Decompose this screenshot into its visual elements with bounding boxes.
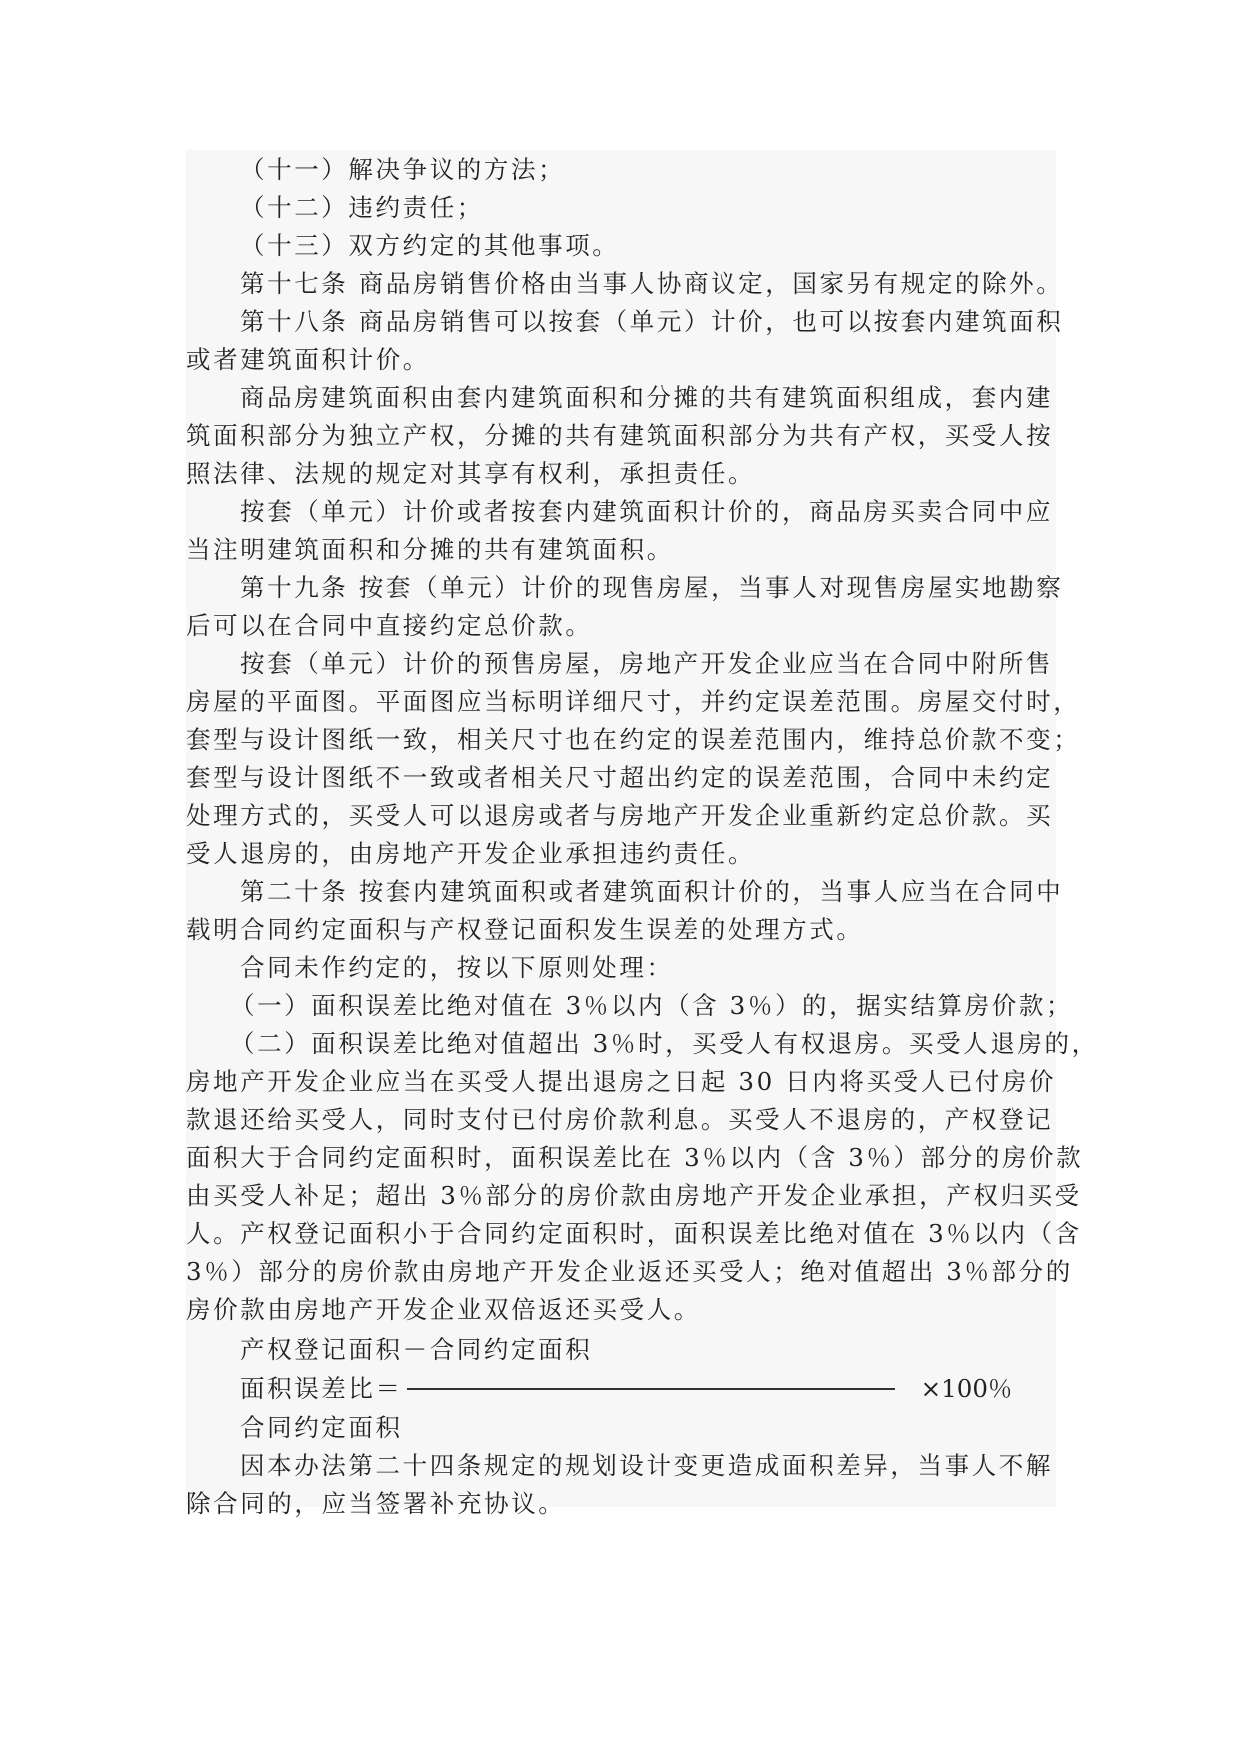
article-17: 第十七条 商品房销售价格由当事人协商议定，国家另有规定的除外。 (240, 269, 1064, 298)
paragraph-line: 人。产权登记面积小于合同约定面积时，面积误差比绝对值在 3％以内（含 (186, 1219, 1082, 1248)
rule-item-2: （二）面积误差比绝对值超出 3％时，买受人有权退房。买受人退房的， (230, 1029, 1099, 1058)
article-18-line-2: 或者建筑面积计价。 (186, 345, 430, 374)
clause-item-12: （十二）违约责任； (240, 193, 484, 222)
paragraph-line: 受人退房的，由房地产开发企业承担违约责任。 (186, 839, 756, 868)
paragraph-line: 当注明建筑面积和分摊的共有建筑面积。 (186, 535, 674, 564)
closing-line-2: 除合同的，应当签署补充协议。 (186, 1489, 566, 1518)
formula-numerator: 产权登记面积－合同约定面积 (240, 1335, 593, 1364)
document-body (186, 150, 1099, 1518)
article-19-line-1: 第十九条 按套（单元）计价的现售房屋，当事人对现售房屋实地勘察 (240, 573, 1064, 602)
rule-item-1: （一）面积误差比绝对值在 3％以内（含 3％）的，据实结算房价款； (230, 991, 1074, 1020)
paragraph-line: 套型与设计图纸一致，相关尺寸也在约定的误差范围内，维持总价款不变； (186, 725, 1081, 754)
paragraph-line: 面积大于合同约定面积时，面积误差比在 3％以内（含 3％）部分的房价款 (186, 1143, 1084, 1172)
article-20-line-1: 第二十条 按套内建筑面积或者建筑面积计价的，当事人应当在合同中 (240, 877, 1064, 906)
fraction-bar (407, 1388, 895, 1390)
article-20-line-2: 载明合同约定面积与产权登记面积发生误差的处理方式。 (186, 915, 864, 944)
paragraph-line: 处理方式的，买受人可以退房或者与房地产开发企业重新约定总价款。买 (186, 801, 1054, 830)
clause-item-13: （十三）双方约定的其他事项。 (240, 231, 620, 260)
paragraph-line: 房屋的平面图。平面图应当标明详细尺寸，并约定误差范围。房屋交付时， (186, 687, 1081, 716)
paragraph-line: 房地产开发企业应当在买受人提出退房之日起 30 日内将买受人已付房价 (186, 1067, 1057, 1096)
paragraph-line: 房价款由房地产开发企业双倍返还买受人。 (186, 1295, 701, 1324)
formula-line (240, 1369, 1012, 1409)
paragraph-line: 款退还给买受人，同时支付已付房价款利息。买受人不退房的，产权登记 (186, 1105, 1054, 1134)
paragraph-line: 按套（单元）计价或者按套内建筑面积计价的，商品房买卖合同中应 (240, 497, 1053, 526)
paragraph-line: 商品房建筑面积由套内建筑面积和分摊的共有建筑面积组成，套内建 (240, 383, 1053, 412)
paragraph-line: 筑面积部分为独立产权，分摊的共有建筑面积部分为共有产权，买受人按 (186, 421, 1054, 450)
formula-multiplier: ×100％ (920, 1374, 1013, 1403)
closing-line-1: 因本办法第二十四条规定的规划设计变更造成面积差异，当事人不解 (240, 1451, 1053, 1480)
paragraph-line: 合同未作约定的，按以下原则处理： (240, 953, 674, 982)
formula-left: 面积误差比＝ (240, 1374, 403, 1403)
paragraph-line: 由买受人补足；超出 3％部分的房价款由房地产开发企业承担，产权归买受 (186, 1181, 1082, 1210)
paragraph-line: 3％）部分的房价款由房地产开发企业返还买受人；绝对值超出 3％部分的 (186, 1257, 1073, 1286)
formula-denominator: 合同约定面积 (240, 1413, 403, 1442)
paragraph-line: 照法律、法规的规定对其享有权利，承担责任。 (186, 459, 756, 488)
paragraph-line: 套型与设计图纸不一致或者相关尺寸超出约定的误差范围，合同中未约定 (186, 763, 1054, 792)
article-18-line-1: 第十八条 商品房销售可以按套（单元）计价，也可以按套内建筑面积 (240, 307, 1064, 336)
clause-item-11: （十一）解决争议的方法； (240, 155, 566, 184)
article-19-line-2: 后可以在合同中直接约定总价款。 (186, 611, 593, 640)
paragraph-line: 按套（单元）计价的预售房屋，房地产开发企业应当在合同中附所售 (240, 649, 1053, 678)
